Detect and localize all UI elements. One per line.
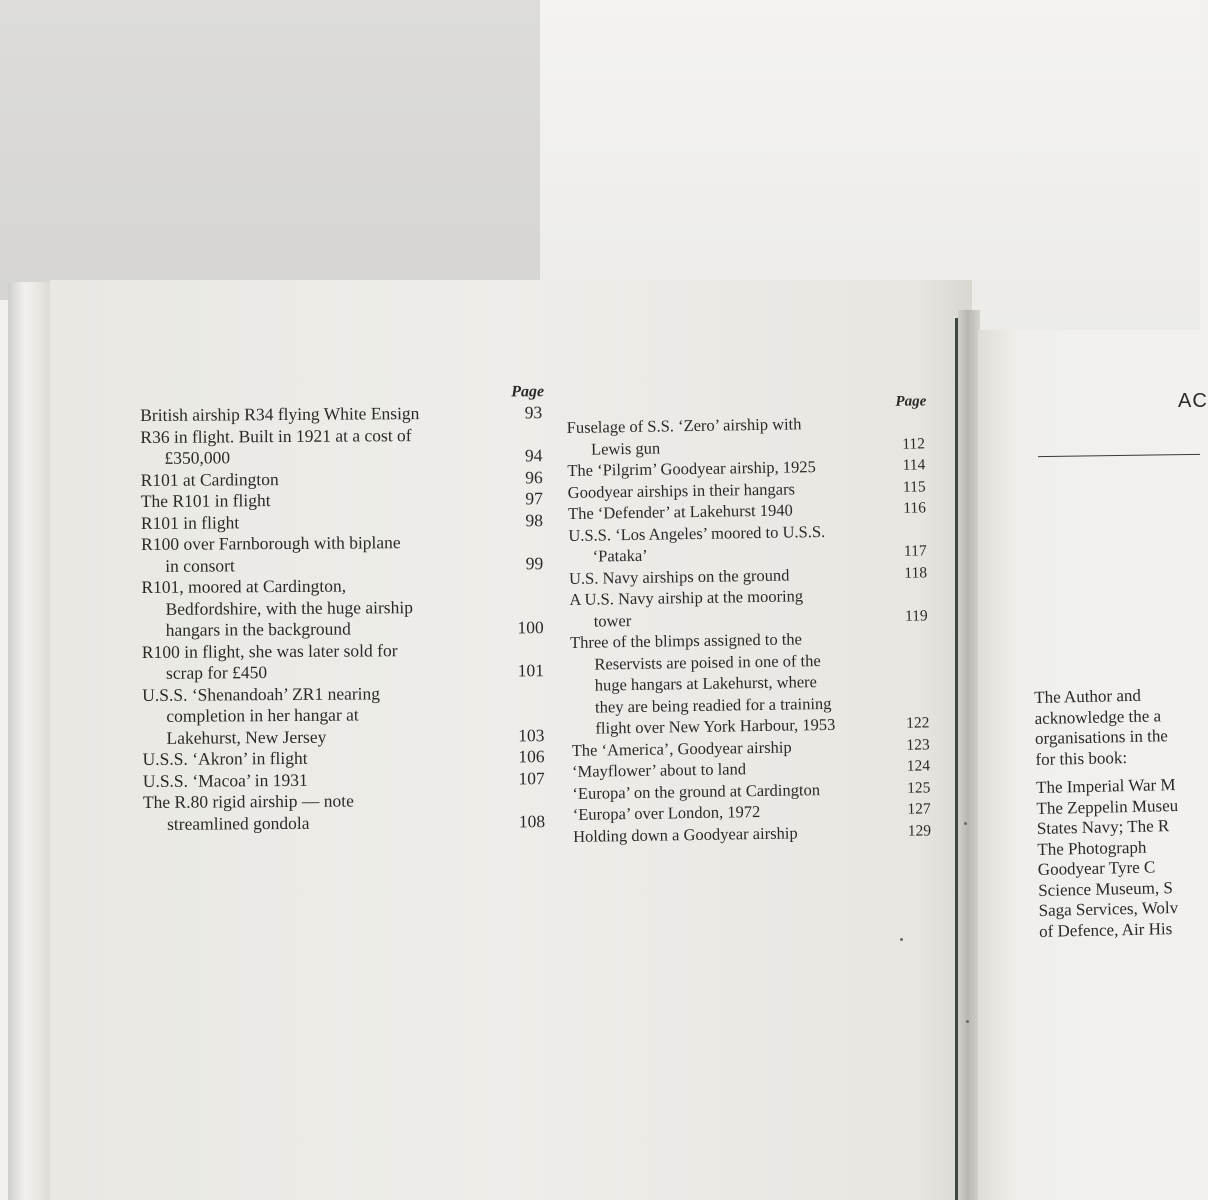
- entry-caption-line: U.S.S. ‘Akron’ in flight: [142, 747, 308, 769]
- entry-caption-line: Goodyear airships in their hangars: [567, 478, 796, 502]
- entry-caption-line: ‘Europa’ on the ground at Cardington: [572, 779, 821, 803]
- entry-caption-line: streamlined gondola: [166, 812, 310, 834]
- entry-page-number: 112: [902, 434, 926, 453]
- entry-caption-line: completion in her hangar at: [166, 704, 359, 726]
- page-speck: [900, 938, 903, 941]
- page-speck: [966, 1020, 969, 1023]
- acknowledgements-text: [1034, 685, 1205, 942]
- entry-caption-line: in consort: [165, 554, 235, 576]
- illustration-entry: [569, 583, 930, 632]
- illustration-entry: [141, 488, 545, 512]
- entry-caption-line: Bedfordshire, with the huge airship: [165, 596, 414, 619]
- entry-page-number: 93: [524, 402, 543, 423]
- entry-caption-line: British airship R34 flying White Ensign: [140, 403, 420, 425]
- illustration-entry: [141, 574, 545, 641]
- entry-page-number: 125: [906, 778, 931, 797]
- page-speck: [964, 822, 967, 825]
- acknowledgement-line: of Defence, Air His: [1038, 918, 1173, 941]
- entry-page-number: 115: [902, 477, 926, 496]
- acknowledgements-paragraph: [1034, 685, 1202, 770]
- entry-caption-line: tower: [593, 610, 632, 631]
- acknowledgement-line: acknowledge the a: [1034, 705, 1162, 728]
- right-entries: [567, 411, 934, 847]
- entry-page-number: 101: [517, 660, 545, 681]
- illustration-entry: [140, 424, 544, 470]
- illustration-entry: [142, 639, 546, 685]
- acknowledgement-line: organisations in the: [1034, 726, 1169, 748]
- entry-caption-line: The ‘Pilgrim’ Goodyear airship, 1925: [567, 457, 816, 480]
- entry-page-number: 114: [902, 456, 926, 474]
- entry-page-number: 106: [518, 746, 545, 767]
- entry-page-number: 96: [525, 466, 543, 487]
- illustrations-list-left: [140, 381, 547, 835]
- illustration-entry: [140, 402, 544, 426]
- book-gutter: [958, 310, 980, 1200]
- entry-page-number: 116: [903, 499, 927, 517]
- acknowledgement-line: for this book:: [1035, 747, 1128, 769]
- illustration-entry: [567, 411, 928, 460]
- entry-caption-line: flight over New York Harbour, 1953: [595, 714, 836, 738]
- entry-page-number: 127: [907, 800, 931, 818]
- entry-caption-line: ‘Mayflower’ about to land: [571, 759, 747, 781]
- entry-page-number: 103: [518, 724, 545, 745]
- entry-caption-line: Reservists are poised in one of the: [594, 650, 821, 674]
- entry-caption-line: U.S.S. ‘Macoa’ in 1931: [142, 769, 308, 791]
- background-wall-left: [0, 0, 545, 300]
- entry-caption-line: £350,000: [164, 447, 231, 468]
- entry-page-number: 129: [907, 821, 932, 840]
- left-entries: [140, 402, 547, 835]
- entry-caption-line: they are being readied for a training: [594, 693, 832, 717]
- entry-page-number: 117: [903, 542, 927, 560]
- acknowledgements-title: AC: [1178, 390, 1208, 412]
- entry-caption-line: U.S.S. ‘Shenandoah’ ZR1 nearing: [142, 682, 381, 705]
- entry-page-number: 108: [518, 810, 546, 831]
- entry-page-number: 124: [906, 757, 931, 775]
- book-cover-edge: [8, 282, 56, 1200]
- illustration-entry: [143, 768, 547, 792]
- entry-caption-line: The R101 in flight: [140, 490, 271, 511]
- acknowledgement-line: States Navy; The R: [1036, 816, 1170, 838]
- acknowledgement-line: Science Museum, S: [1038, 877, 1173, 900]
- entry-caption-line: U.S. Navy airships on the ground: [568, 565, 790, 588]
- entry-page-number: 98: [525, 509, 544, 530]
- entry-caption-line: Three of the blimps assigned to the: [569, 629, 803, 652]
- entry-caption-line: Lakehurst, New Jersey: [166, 726, 327, 748]
- entry-caption-line: The ‘Defender’ at Lakehurst 1940: [567, 500, 793, 523]
- entry-caption-line: A U.S. Navy airship at the mooring: [569, 586, 804, 609]
- entry-page-number: 99: [525, 552, 544, 573]
- illustration-entry: [141, 467, 545, 491]
- entry-caption-line: scrap for £450: [165, 662, 268, 683]
- entry-page-number: 97: [525, 488, 543, 509]
- illustrations-list-right: [566, 378, 933, 847]
- entry-page-number: 123: [906, 735, 930, 754]
- entry-caption-line: R101 in flight: [140, 511, 240, 533]
- acknowledgement-line: Goodyear Tyre C: [1037, 857, 1156, 879]
- illustration-entry: [143, 746, 547, 770]
- acknowledgements-list: [1036, 775, 1205, 942]
- acknowledgement-line: The Imperial War M: [1035, 775, 1176, 797]
- entry-caption-line: R36 in flight. Built in 1921 at a cost of: [140, 424, 412, 447]
- entry-caption-line: R101 at Cardington: [140, 468, 279, 490]
- illustration-entry: [143, 789, 547, 835]
- entry-caption-line: Lewis gun: [590, 438, 661, 459]
- page-column-header: Page: [895, 393, 927, 410]
- entry-caption-line: The R.80 rigid airship — note: [142, 790, 354, 812]
- entry-caption-line: U.S.S. ‘Los Angeles’ moored to U.S.S.: [568, 521, 826, 545]
- entry-caption-line: R101, moored at Cardington,: [141, 575, 347, 597]
- entry-caption-line: Holding down a Goodyear airship: [572, 822, 798, 846]
- illustration-entry: [570, 626, 932, 739]
- entry-caption-line: ‘Pataka’: [592, 545, 648, 566]
- entry-page-number: 100: [517, 617, 544, 638]
- entry-caption-line: The ‘America’, Goodyear airship: [571, 737, 792, 760]
- entry-caption-line: Fuselage of S.S. ‘Zero’ airship with: [566, 414, 802, 437]
- entry-caption-line: R100 in flight, she was later sold for: [141, 639, 398, 662]
- entry-page-number: 122: [905, 714, 930, 732]
- entry-caption-line: ‘Europa’ over London, 1972: [572, 802, 761, 824]
- illustration-entry: [141, 531, 545, 577]
- entry-page-number: 94: [524, 445, 543, 466]
- entry-caption-line: huge hangars at Lakehurst, where: [594, 672, 818, 695]
- entry-page-number: 119: [904, 606, 928, 625]
- acknowledgement-line: Saga Services, Wolv: [1038, 898, 1179, 920]
- acknowledgement-line: The Author and: [1034, 685, 1142, 707]
- illustration-entry: [142, 682, 546, 749]
- entry-caption-line: R100 over Farnborough with biplane: [141, 532, 401, 554]
- illustration-entry: [568, 519, 929, 568]
- entry-page-number: 107: [518, 767, 545, 788]
- acknowledgement-line: The Zeppelin Museu: [1036, 795, 1179, 818]
- entry-page-number: 118: [904, 563, 928, 582]
- illustration-entry: [141, 510, 545, 534]
- acknowledgement-line: The Photograph: [1037, 837, 1147, 859]
- page-column-header: Page: [511, 383, 545, 401]
- entry-caption-line: hangars in the background: [165, 618, 351, 640]
